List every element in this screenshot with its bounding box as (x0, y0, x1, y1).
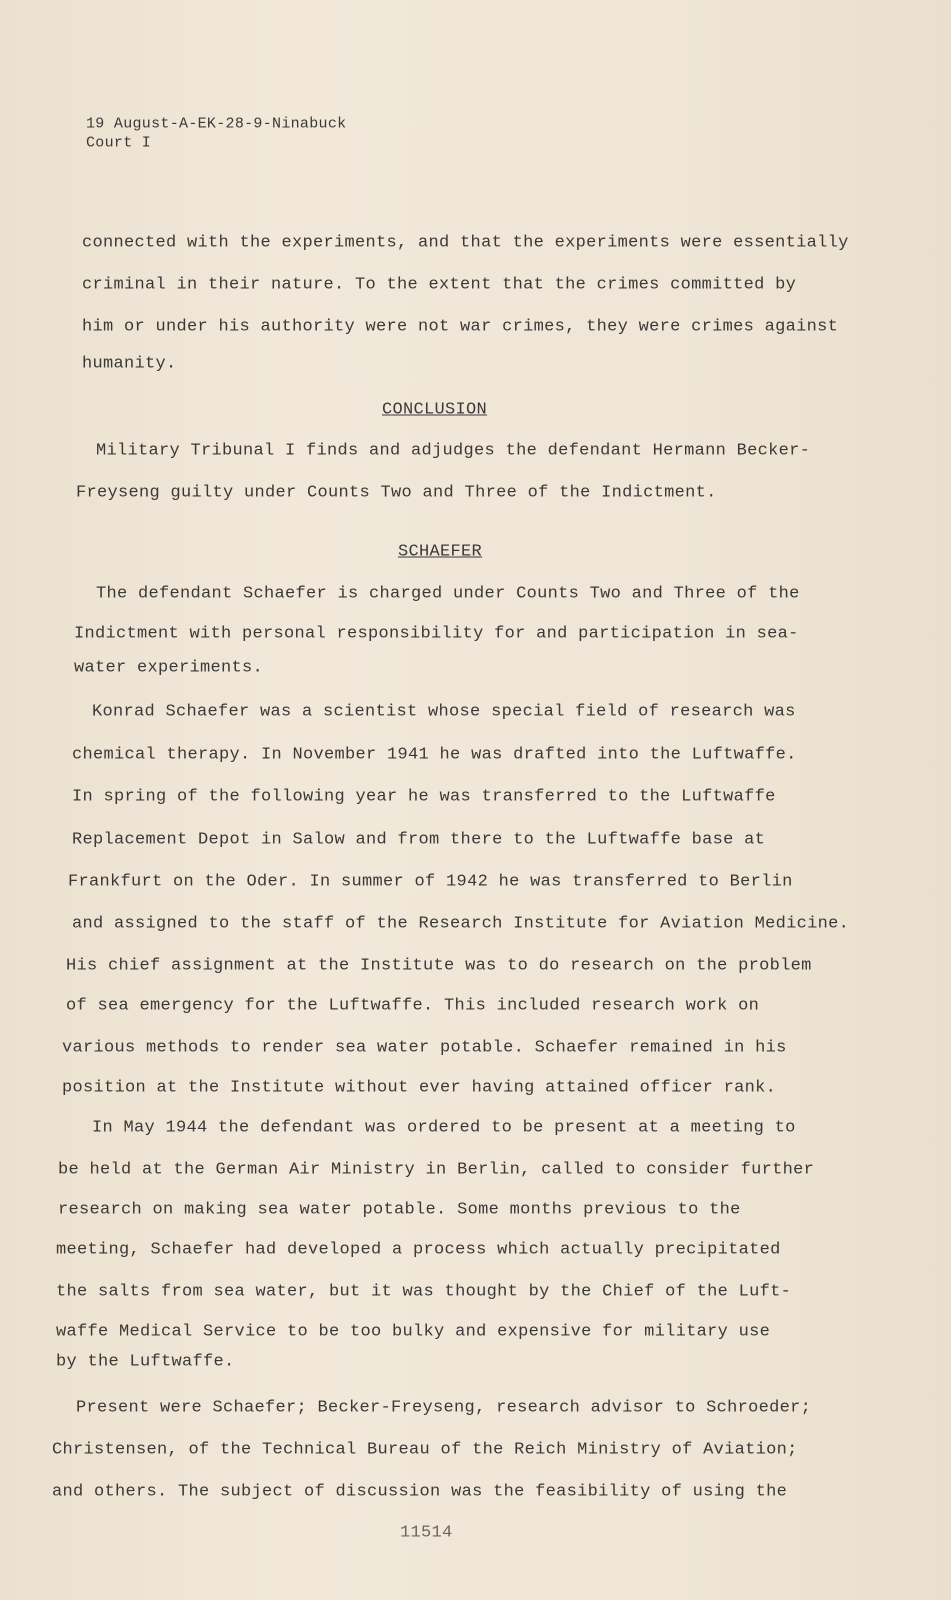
text-line: him or under his authority were not war crimes, they were crimes against (82, 317, 839, 337)
text-line: In May 1944 the defendant was ordered to be present at a meeting to (92, 1118, 796, 1138)
section-heading-schaefer: SCHAEFER (398, 542, 483, 562)
document-reference: 19 August-A-EK-28-9-Ninabuck (86, 115, 347, 133)
text-line: Frankfurt on the Oder. In summer of 1942 he was transferred to Berlin (68, 872, 793, 892)
text-line: Konrad Schaefer was a scientist whose special field of research was (92, 702, 796, 722)
text-line: Military Tribunal I finds and adjudges the defendant Hermann Becker- (96, 441, 811, 461)
text-line: Christensen, of the Technical Bureau of the Reich Ministry of Aviation; (52, 1440, 798, 1460)
page-number: 11514 (400, 1523, 453, 1543)
text-line: The defendant Schaefer is charged under Counts Two and Three of the (96, 584, 800, 604)
text-line: chemical therapy. In November 1941 he was drafted into the Luftwaffe. (72, 745, 797, 765)
text-line: by the Luftwaffe. (56, 1352, 235, 1372)
text-line: and assigned to the staff of the Research Institute for Aviation Medicine. (72, 914, 850, 934)
text-line: criminal in their nature. To the extent that the crimes committed by (82, 275, 797, 295)
text-line: various methods to render sea water potable. Schaefer remained in his (62, 1038, 787, 1058)
text-line: humanity. (82, 354, 177, 374)
text-line: water experiments. (74, 658, 264, 678)
text-line: of sea emergency for the Luftwaffe. This included research work on (66, 996, 760, 1016)
text-line: Indictment with personal responsibility for and participation in sea- (74, 624, 799, 644)
text-line: Replacement Depot in Salow and from there to the Luftwaffe base at (72, 830, 766, 850)
text-line: Present were Schaefer; Becker-Freyseng, research advisor to Schroeder; (76, 1398, 812, 1418)
text-line: Freyseng guilty under Counts Two and Three of the Indictment. (76, 483, 717, 503)
text-line: the salts from sea water, but it was thought by the Chief of the Luft- (56, 1282, 792, 1302)
text-line: research on making sea water potable. Some months previous to the (58, 1200, 741, 1220)
text-line: position at the Institute without ever having attained officer rank. (62, 1078, 777, 1098)
section-heading-conclusion: CONCLUSION (382, 400, 488, 420)
text-line: connected with the experiments, and that the experiments were essentially (82, 233, 849, 253)
text-line: In spring of the following year he was transferred to the Luftwaffe (72, 787, 776, 807)
text-line: His chief assignment at the Institute was to do research on the problem (66, 956, 812, 976)
text-line: and others. The subject of discussion was the feasibility of using the (52, 1482, 788, 1502)
text-line: be held at the German Air Ministry in Berlin, called to consider further (58, 1160, 815, 1180)
court-label: Court I (86, 134, 152, 152)
text-line: meeting, Schaefer had developed a process which actually precipitated (56, 1240, 781, 1260)
text-line: waffe Medical Service to be too bulky and expensive for military use (56, 1322, 771, 1342)
